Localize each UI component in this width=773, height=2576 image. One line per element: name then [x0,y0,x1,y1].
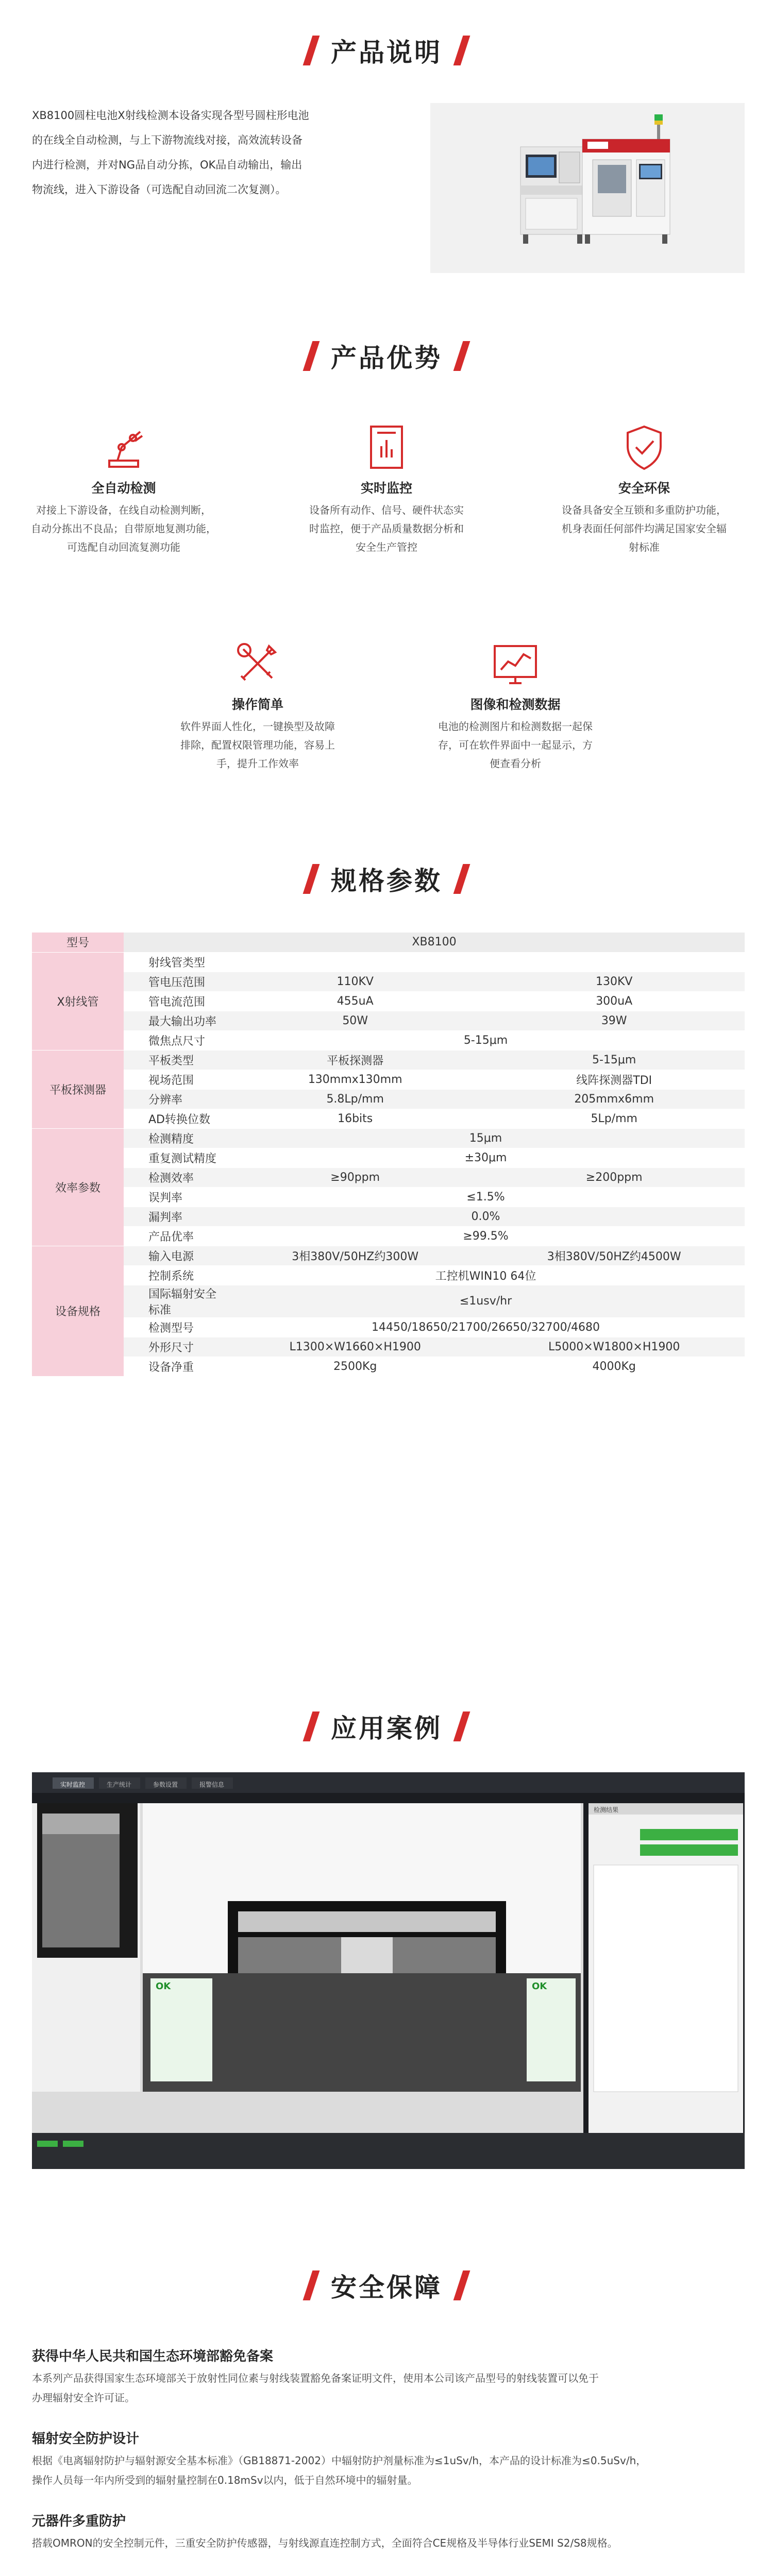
spec-label: 最大输出功率 [124,1011,227,1030]
spec-value: 0.0% [227,1207,745,1226]
heading-accent-bar [453,36,470,65]
advantage-item [536,422,752,556]
desc-line: 自动分拣出不良品；自带原地复测功能， [31,522,216,535]
tab-realtime[interactable]: 实时监控 [60,1781,86,1788]
safety-item-text [32,2368,745,2408]
advantage-name: 安全环保 [618,481,670,496]
spec-value: 130mmx130mm [227,1070,483,1089]
robot-arm-icon [99,422,148,472]
spec-row [32,991,745,1011]
section-title: 安全保障 [331,2273,442,2302]
safety-line: 根据《电离辐射防护与辐射源安全基本标准》（GB18871-2002）中辐射防护剂量标准为≤1uSv/h，本产品的设计标准为≤0.5uSv/h， [32,2454,647,2467]
advantage-name: 实时监控 [360,481,412,496]
spec-value: 5.8Lp/mm [227,1089,483,1109]
spec-header-row [32,933,745,952]
spec-row [32,1246,745,1265]
spec-value: 130KV [483,972,745,991]
spec-label: 控制系统 [124,1265,227,1285]
spec-value: 300uA [483,991,745,1011]
heading-accent-bar [453,341,470,371]
spec-row [32,1030,745,1050]
spec-value: 455uA [227,991,483,1011]
spec-row [32,1357,745,1376]
advantage-desc [283,501,490,556]
spec-value: 5-15μm [227,1030,745,1050]
spec-header-value: XB8100 [124,933,745,952]
safety-item-title: 辐射安全防护设计 [32,2431,140,2447]
desc-line: 可选配自动回流复测功能 [67,541,180,553]
advantage-name: 全自动检测 [91,481,156,496]
monitor-chart-icon [362,422,411,472]
desc-line: 设备具备安全互锁和多重防护功能， [562,504,727,516]
spec-value: ≤1usv/hr [227,1285,745,1317]
advantage-name: 操作简单 [231,697,283,712]
advantage-desc [21,501,227,556]
spec-value: 16bits [227,1109,483,1128]
spec-label: 检测型号 [124,1317,227,1337]
section-heading-cases [0,1708,773,1749]
spec-value: L1300×W1660×H1900 [227,1337,483,1357]
spec-row [32,1187,745,1207]
spec-row [32,1070,745,1089]
spec-label: 国际辐射安全标准 [124,1285,227,1317]
side-panel-title: 检测结果 [594,1806,619,1814]
advantage-item [155,639,361,773]
software-ui-illustration [32,1772,745,2169]
spec-row [32,1207,745,1226]
spec-value: 205mmx6mm [483,1089,745,1109]
spec-value: ≤1.5% [227,1187,745,1207]
desc-line: 射标准 [629,541,660,553]
spec-row [32,1148,745,1167]
spec-value: 14450/18650/21700/26650/32700/4680 [227,1317,745,1337]
spec-row [32,1167,745,1187]
spec-value: 3相380V/50HZ约300W [227,1246,483,1265]
spec-value: ≥200ppm [483,1167,745,1187]
safety-line: 办理辐射安全许可证。 [32,2392,135,2404]
safety-item-text [32,2451,745,2490]
section-title: 规格参数 [331,866,442,896]
advantage-desc [536,501,752,556]
spec-row [32,972,745,991]
section-heading-intro [0,32,773,73]
section-title: 应用案例 [331,1714,442,1743]
desc-line: 安全生产管控 [356,541,417,553]
advantage-desc [412,717,618,773]
safety-item-title: 元器件多重防护 [32,2514,126,2529]
spec-value: 工控机WIN10 64位 [227,1265,745,1285]
data-chart-icon [491,639,540,688]
spec-label: 检测效率 [124,1167,227,1187]
tab-settings[interactable]: 参数设置 [153,1781,178,1788]
spec-table [32,933,745,1377]
section-heading-specs [0,860,773,902]
safety-item-text [32,2533,745,2553]
spec-value [227,952,745,972]
safety-item-title: 获得中华人民共和国生态环境部豁免备案 [32,2349,274,2364]
advantage-item [412,639,618,773]
spec-label: 外形尺寸 [124,1337,227,1357]
spec-row [32,1089,745,1109]
section-heading-safety [0,2267,773,2308]
spec-value: 50W [227,1011,483,1030]
section-title: 产品优势 [331,343,442,373]
section-heading-advantages [0,337,773,379]
intro-line: XB8100圆柱电池X射线检测本设备实现各型号圆柱形电池 [32,109,309,122]
spec-value: 110KV [227,972,483,991]
spec-label: 管电流范围 [124,991,227,1011]
heading-accent-bar [303,36,320,65]
spec-label: 管电压范围 [124,972,227,991]
xray-machine-illustration [430,103,745,273]
spec-row [32,952,745,972]
heading-accent-bar [303,2270,320,2300]
spec-value: 5Lp/mm [483,1109,745,1128]
spec-table-body [32,933,745,1376]
advantage-item [283,422,490,556]
spec-row [32,1285,745,1317]
spec-value: 平板探测器 [227,1050,483,1070]
desc-line: 便查看分析 [490,757,541,770]
spec-value: 线阵探测器TDI [483,1070,745,1089]
spec-value: 3相380V/50HZ约4500W [483,1246,745,1265]
spec-label: 视场范围 [124,1070,227,1089]
heading-accent-bar [453,2270,470,2300]
safety-line: 操作人员每一年内所受到的辐射量控制在0.18mSv以内，低于自然环境中的辐射量。 [32,2474,418,2486]
spec-label: 误判率 [124,1187,227,1207]
spec-row [32,1050,745,1070]
heading-accent-bar [303,864,320,894]
desc-line: 机身表面任何部件均满足国家安全辐 [562,522,727,535]
spec-value: 2500Kg [227,1357,483,1376]
tab-statistics[interactable]: 生产统计 [107,1781,132,1788]
safety-line: 本系列产品获得国家生态环境部关于放射性同位素与射线装置豁免备案证明文件，使用本公司该产品型号的射线装置可以免于 [32,2372,599,2384]
desc-line: 时监控，便于产品质量数据分析和 [309,522,464,535]
heading-accent-bar [453,864,470,894]
tools-icon [233,639,282,688]
spec-label: 重复测试精度 [124,1148,227,1167]
spec-row [32,1265,745,1285]
spec-label: 漏判率 [124,1207,227,1226]
heading-accent-bar [453,1711,470,1741]
spec-label: AD转换位数 [124,1109,227,1128]
spec-row [32,1337,745,1357]
intro-description [32,103,413,202]
spec-value: 4000Kg [483,1357,745,1376]
spec-label: 分辨率 [124,1089,227,1109]
spec-label: 输入电源 [124,1246,227,1265]
spec-category: 效率参数 [32,1128,124,1246]
heading-accent-bar [303,1711,320,1741]
spec-category: 设备规格 [32,1246,124,1376]
spec-row [32,1011,745,1030]
desc-line: 电池的检测图片和检测数据一起保 [438,720,593,733]
desc-line: 排除，配置权限管理功能，容易上 [180,739,335,751]
machine-photo [430,103,745,273]
spec-row [32,1317,745,1337]
spec-label: 检测精度 [124,1128,227,1148]
intro-line: 内进行检测，并对NG品自动分拣，OK品自动输出，输出 [32,159,303,171]
ok-result-label-right: OK [532,1981,547,1992]
spec-row [32,1109,745,1128]
desc-line: 存，可在软件界面中一起显示，方 [438,739,593,751]
spec-value: 39W [483,1011,745,1030]
spec-label: 平板类型 [124,1050,227,1070]
spec-value: L5000×W1800×H1900 [483,1337,745,1357]
spec-label: 射线管类型 [124,952,227,972]
desc-line: 手，提升工作效率 [216,757,299,770]
heading-accent-bar [303,341,320,371]
advantage-name: 图像和检测数据 [470,697,561,712]
spec-label: 微焦点尺寸 [124,1030,227,1050]
spec-label: 产品优率 [124,1226,227,1246]
desc-line: 对接上下游设备，在线自动检测判断， [36,504,211,516]
spec-row [32,1128,745,1148]
spec-header-label: 型号 [32,933,124,952]
spec-value: ≥99.5% [227,1226,745,1246]
advantage-item [21,422,227,556]
safety-line: 搭载OMRON的安全控制元件，三重安全防护传感器，与射线源直连控制方式，全面符合CE规格及半导体行业SEMI S2/S8规格。 [32,2537,618,2549]
intro-line: 的在线全自动检测，与上下游物流线对接，高效流转设备 [32,134,303,146]
shield-check-icon [619,422,669,472]
spec-value: ≥90ppm [227,1167,483,1187]
section-title: 产品说明 [331,38,442,67]
spec-category: X射线管 [32,952,124,1050]
desc-line: 软件界面人性化，一键换型及故障 [180,720,335,733]
desc-line: 设备所有动作、信号、硬件状态实 [309,504,464,516]
spec-row [32,1226,745,1246]
spec-value: 5-15μm [483,1050,745,1070]
spec-category: 平板探测器 [32,1050,124,1128]
inspection-software-screenshot [32,1772,745,2169]
tab-alarms[interactable]: 报警信息 [199,1781,225,1788]
spec-value: 15μm [227,1128,745,1148]
ok-result-label: OK [156,1981,171,1992]
spec-label: 设备净重 [124,1357,227,1376]
spec-value: ±30μm [227,1148,745,1167]
advantage-desc [155,717,361,773]
intro-line: 物流线，进入下游设备（可选配自动回流二次复测）。 [32,183,287,196]
